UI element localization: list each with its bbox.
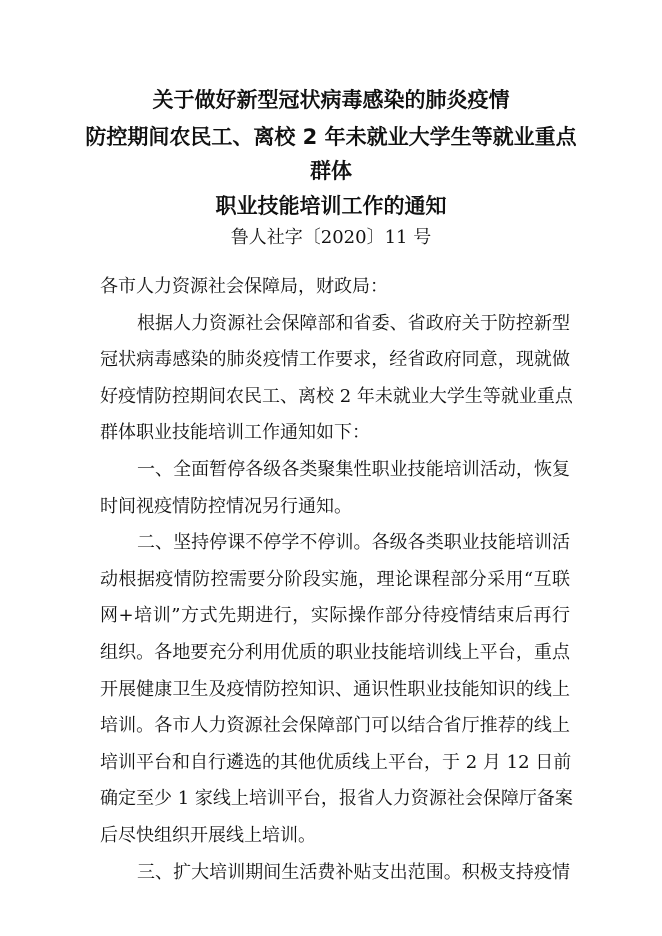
paragraph-line: 根据人力资源社会保障部和省委、省政府关于防控新型 (137, 313, 570, 334)
addressee: 各市人力资源社会保障局，财政局： (100, 276, 388, 297)
paragraph-line: 培训。各市人力资源社会保障部门可以结合省厅推荐的线上 (100, 715, 570, 736)
title-line-3: 群体 (310, 159, 352, 183)
paragraph-line: 后尽快组织开展线上培训。 (100, 825, 316, 846)
title-line-2: 防控期间农民工、离校 2 年未就业大学生等就业重点 (85, 125, 577, 149)
paragraph-line: 二、坚持停课不停学不停训。各级各类职业技能培训活 (137, 532, 570, 553)
paragraph-line: 确定至少 1 家线上培训平台，报省人力资源社会保障厅备案 (100, 788, 573, 809)
title-line-4: 职业技能培训工作的通知 (215, 194, 447, 218)
paragraph-line: 冠状病毒感染的肺炎疫情工作要求，经省政府同意，现就做 (100, 349, 570, 370)
paragraph-line: 一、全面暂停各级各类聚集性职业技能培训活动，恢复 (137, 459, 570, 480)
paragraph-line: 时间视疫情防控情况另行通知。 (100, 496, 352, 517)
paragraph-line: 三、扩大培训期间生活费补贴支出范围。积极支持疫情 (137, 862, 570, 883)
paragraph-line: 培训平台和自行遴选的其他优质线上平台，于 2 月 12 日前 (100, 752, 572, 773)
title-line-1: 关于做好新型冠状病毒感染的肺炎疫情 (152, 88, 510, 112)
paragraph-line: 群体职业技能培训工作通知如下： (100, 422, 370, 443)
document-number: 鲁人社字〔2020〕11 号 (230, 227, 432, 248)
paragraph-line: 动根据疫情防控需要分阶段实施，理论课程部分采用“互联 (100, 569, 570, 590)
paragraph-line: 组织。各地要充分利用优质的职业技能培训线上平台，重点 (100, 642, 570, 663)
paragraph-line: 好疫情防控期间农民工、离校 2 年未就业大学生等就业重点 (100, 386, 573, 407)
paragraph-line: 开展健康卫生及疫情防控知识、通识性职业技能知识的线上 (100, 679, 570, 700)
paragraph-line: 网+培训”方式先期进行，实际操作部分待疫情结束后再行 (100, 605, 570, 626)
